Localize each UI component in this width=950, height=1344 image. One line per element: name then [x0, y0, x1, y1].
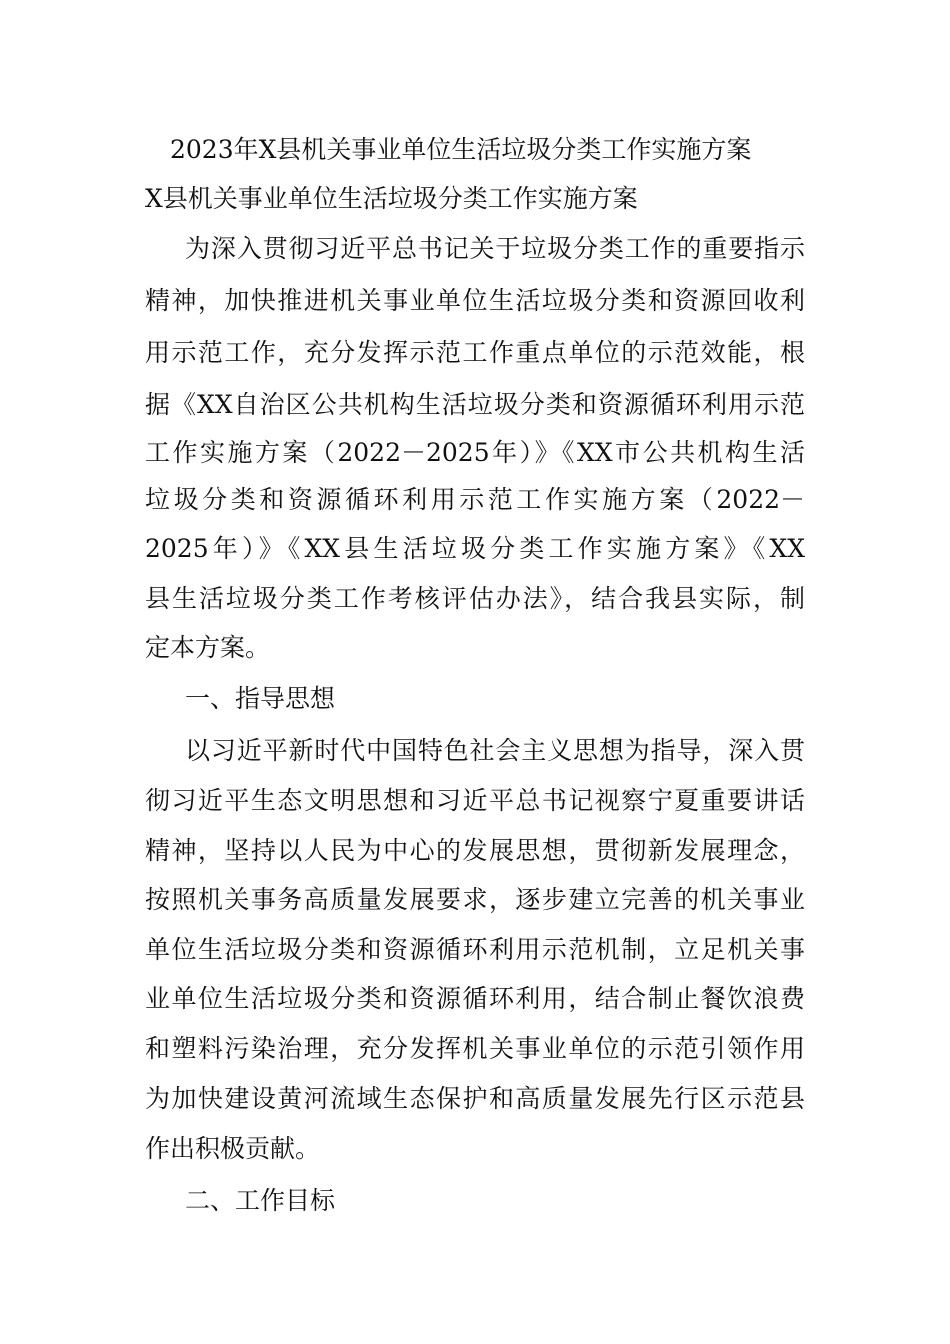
paragraph-line: 工作实施方案（2022－2025年）》《XX市公共机构生活 [145, 438, 805, 467]
paragraph-line: 精神，加快推进机关事业单位生活垃圾分类和资源回收利 [145, 286, 805, 315]
paragraph-line: 以习近平新时代中国特色社会主义思想为指导，深入贯 [185, 736, 805, 765]
paragraph-line: 定本方案。 [145, 633, 271, 662]
paragraph-line: 县生活垃圾分类工作考核评估办法》，结合我县实际，制 [145, 584, 805, 613]
document-title: 2023年X县机关事业单位生活垃圾分类工作实施方案 [170, 135, 752, 164]
section-heading-2: 二、工作目标 [185, 1186, 336, 1215]
paragraph-line: 单位生活垃圾分类和资源循环利用示范机制，立足机关事 [145, 935, 805, 964]
section-heading-1: 一、指导思想 [185, 684, 336, 713]
paragraph-line: 垃圾分类和资源循环利用示范工作实施方案（2022－ [145, 485, 805, 514]
paragraph-line: 和塑料污染治理，充分发挥机关事业单位的示范引领作用 [145, 1034, 805, 1063]
paragraph-line: 据《XX自治区公共机构生活垃圾分类和资源循环利用示范 [145, 390, 805, 419]
paragraph-line: 按照机关事务高质量发展要求，逐步建立完善的机关事业 [145, 885, 805, 914]
paragraph-line: 作出积极贡献。 [145, 1134, 321, 1163]
paragraph-line: 2025年）》《XX县生活垃圾分类工作实施方案》《XX [145, 534, 805, 563]
paragraph-line: 用示范工作，充分发挥示范工作重点单位的示范效能，根 [145, 338, 805, 367]
paragraph-line: 为深入贯彻习近平总书记关于垃圾分类工作的重要指示 [185, 234, 805, 263]
document-subtitle: X县机关事业单位生活垃圾分类工作实施方案 [145, 184, 638, 213]
paragraph-line: 为加快建设黄河流域生态保护和高质量发展先行区示范县 [145, 1084, 805, 1113]
paragraph-line: 业单位生活垃圾分类和资源循环利用，结合制止餐饮浪费 [145, 984, 805, 1013]
paragraph-line: 彻习近平生态文明思想和习近平总书记视察宁夏重要讲话 [145, 786, 805, 815]
paragraph-line: 精神，坚持以人民为中心的发展思想，贯彻新发展理念， [145, 836, 805, 865]
